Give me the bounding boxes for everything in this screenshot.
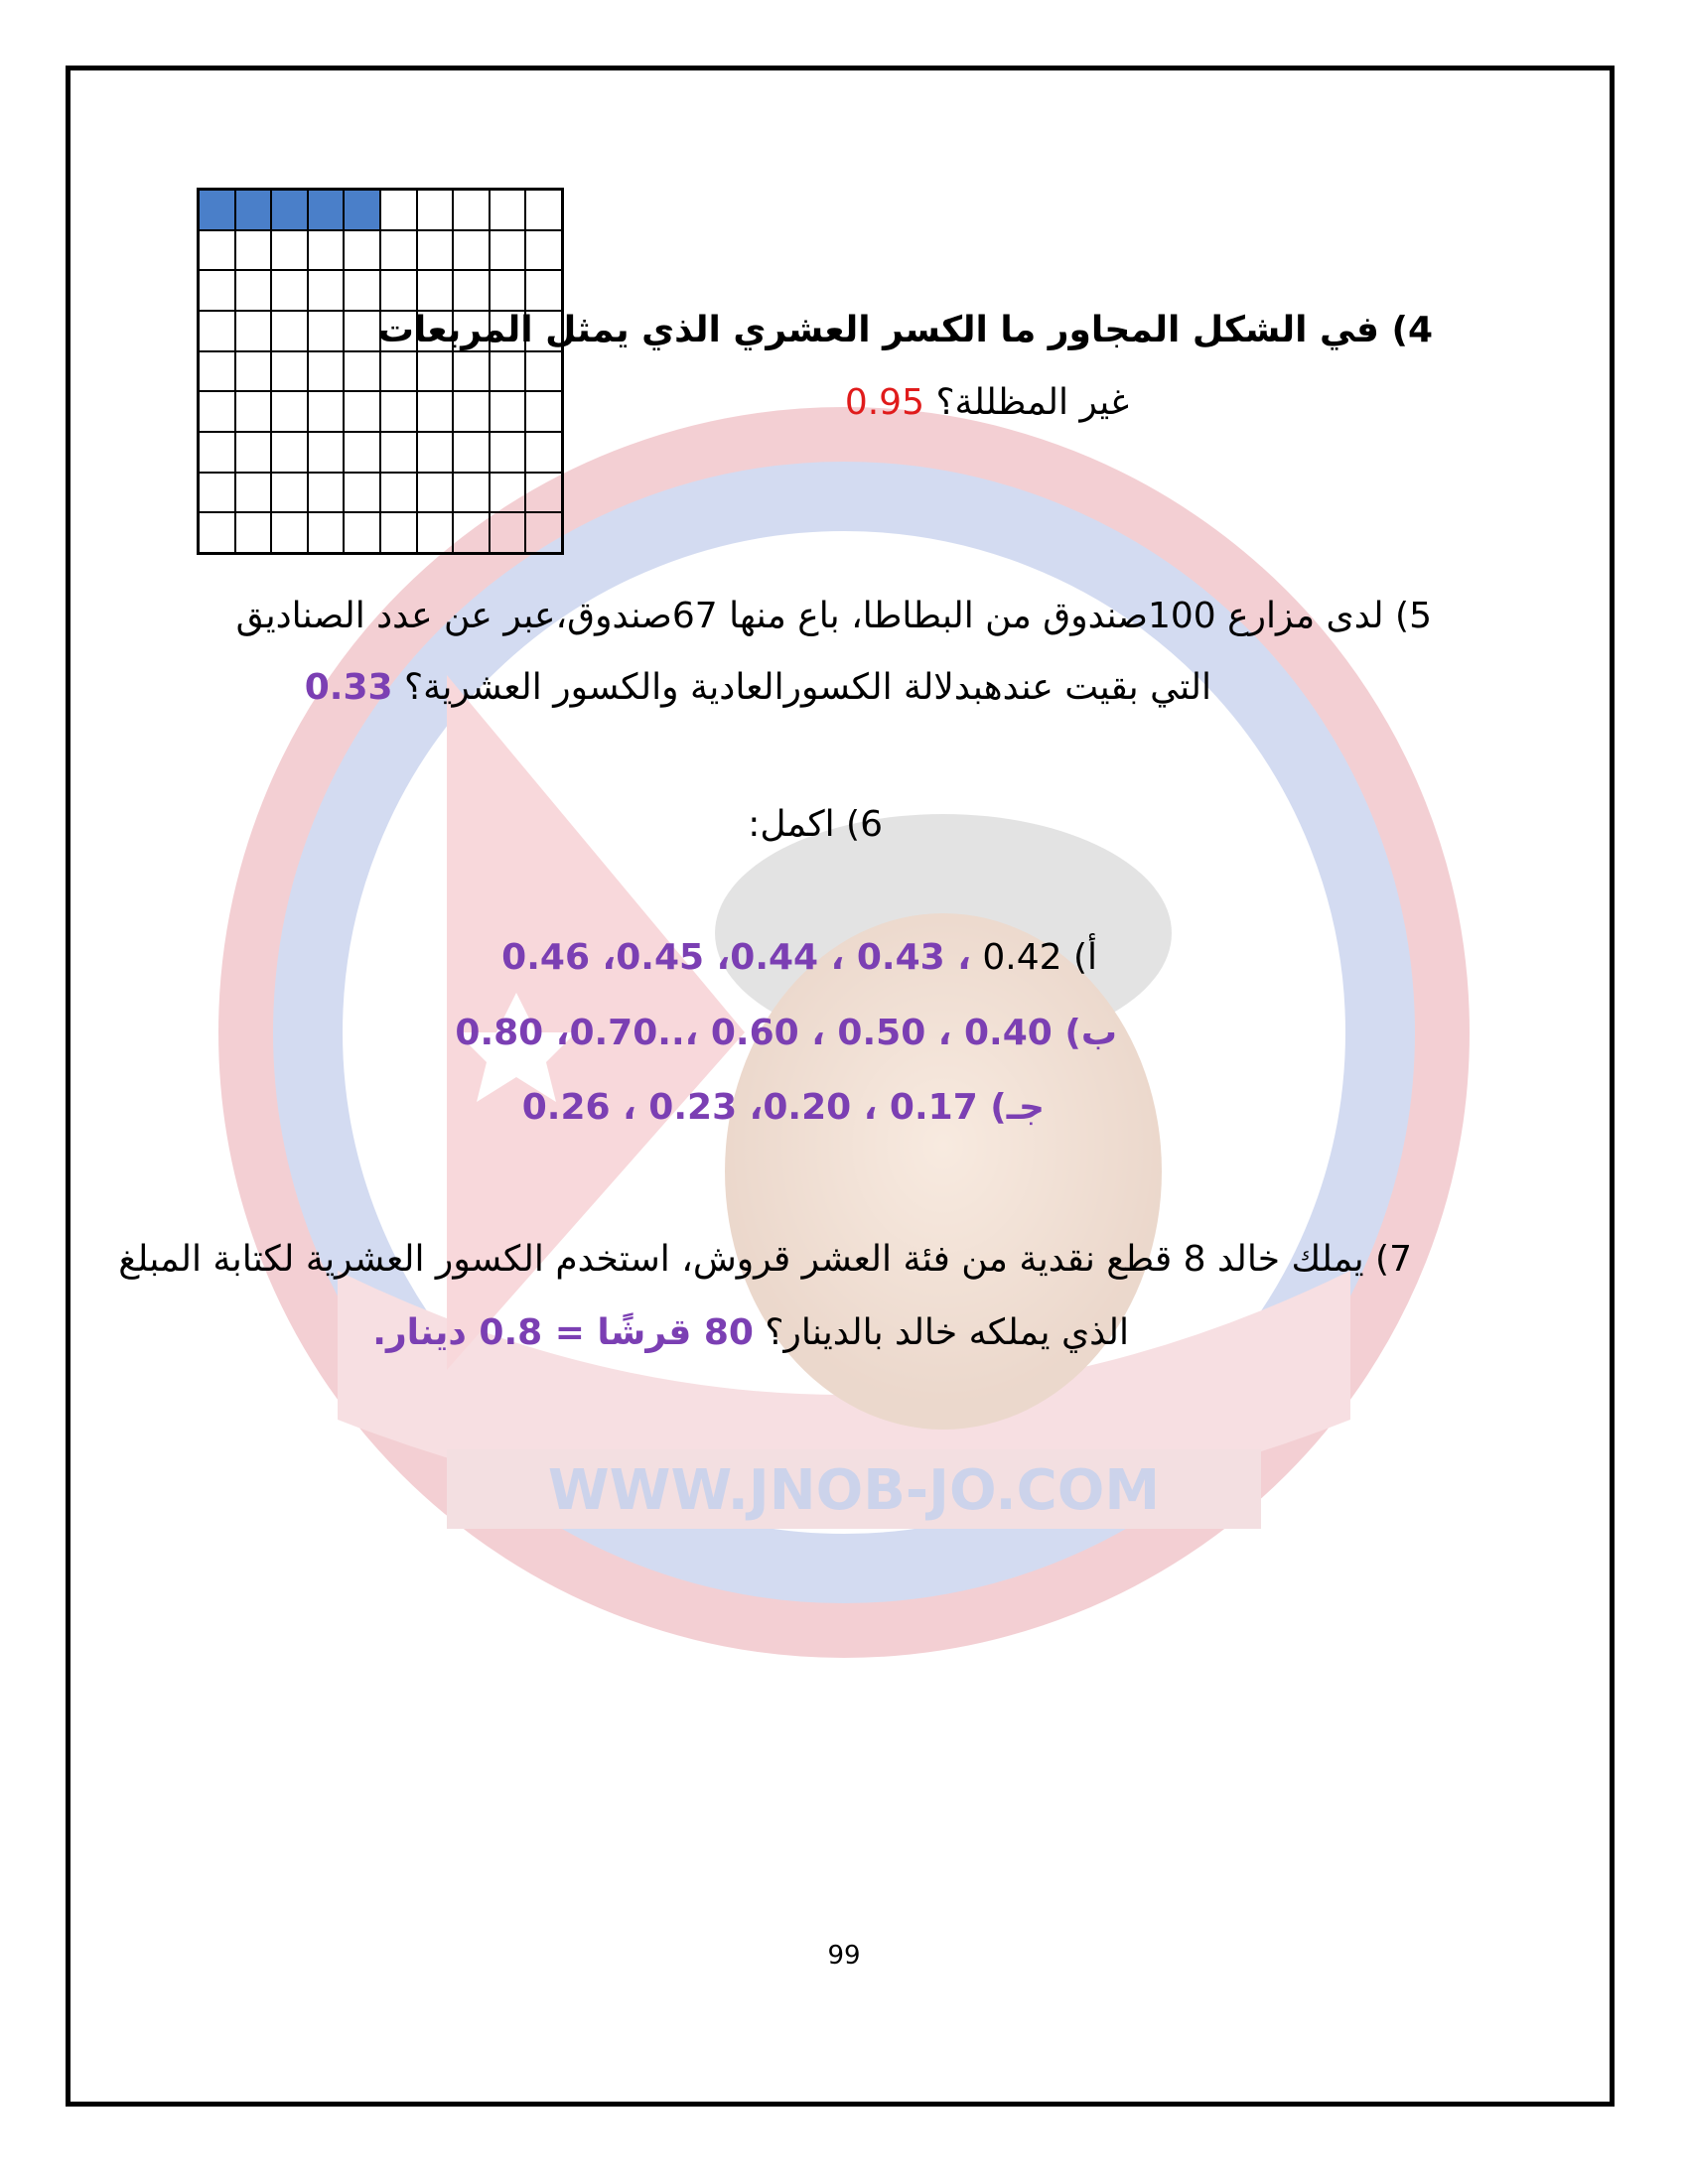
grid-cell <box>271 230 308 271</box>
grid-cell <box>490 270 526 311</box>
grid-cell <box>417 351 454 392</box>
grid-cell <box>271 432 308 473</box>
grid-cell <box>308 473 345 513</box>
grid-cell <box>453 473 490 513</box>
grid-cell <box>490 230 526 271</box>
grid-cell <box>271 473 308 513</box>
q6-a-answers: ، 0.43 ، 0.44، 0.45، 0.46 <box>501 937 971 978</box>
grid-cell <box>490 473 526 513</box>
grid-cell <box>271 311 308 351</box>
grid-cell <box>525 230 562 271</box>
q6-a-label: أ) <box>1072 937 1097 978</box>
grid-cell <box>308 270 345 311</box>
shaded-cell <box>308 190 345 230</box>
grid-cell <box>308 391 345 432</box>
grid-cell <box>199 230 235 271</box>
grid-cell <box>235 230 272 271</box>
grid-cell <box>525 512 562 553</box>
grid-cell <box>453 391 490 432</box>
shaded-cell <box>235 190 272 230</box>
grid-cell <box>235 391 272 432</box>
grid-cell <box>490 190 526 230</box>
q4-line2 <box>845 382 1129 423</box>
grid-cell <box>199 473 235 513</box>
grid-cell <box>271 391 308 432</box>
grid-cell <box>380 270 417 311</box>
grid-cell <box>417 190 454 230</box>
grid-cell <box>235 311 272 351</box>
grid-cell <box>490 432 526 473</box>
q5-answer: 0.33 <box>304 667 393 708</box>
grid-cell <box>525 351 562 392</box>
grid-cell <box>199 311 235 351</box>
q5-line1: 5) لدى مزارع 100صندوق من البطاطا، باع منها 67صندوق،عبر عن عدد الصناديق <box>235 596 1432 636</box>
grid-cell <box>199 270 235 311</box>
grid-cell <box>525 473 562 513</box>
grid-cell <box>199 391 235 432</box>
grid-cell <box>490 512 526 553</box>
q4-line1: 4) في الشكل المجاور ما الكسر العشري الذي يمثل المربعات <box>377 310 1433 350</box>
q7-line2-text: الذي يملكه خالد بالدينار؟ <box>765 1312 1129 1353</box>
q5-line2-text: التي بقيت عندهبدلالة الكسورالعادية والكسور العشرية؟ <box>404 667 1211 708</box>
q7-answer: 80 قرشًا = 0.8 دينار. <box>372 1312 754 1353</box>
grid-cell <box>235 432 272 473</box>
grid-cell <box>235 512 272 553</box>
grid-cell <box>271 270 308 311</box>
grid-cell <box>525 190 562 230</box>
q4-answer: 0.95 <box>844 382 924 423</box>
grid-cell <box>453 351 490 392</box>
grid-cell <box>344 351 380 392</box>
grid-cell <box>344 512 380 553</box>
grid-cell <box>344 432 380 473</box>
grid-cell <box>453 512 490 553</box>
grid-cell <box>417 391 454 432</box>
grid-cell <box>344 230 380 271</box>
q7-line2 <box>372 1312 1129 1353</box>
grid-cell <box>417 270 454 311</box>
q7-line1: 7) يملك خالد 8 قطع نقدية من فئة العشر قروش، استخدم الكسور العشرية لكتابة المبلغ <box>118 1239 1412 1280</box>
watermark-url: WWW.JNOB-JO.COM <box>547 1458 1161 1523</box>
grid-cell <box>199 512 235 553</box>
grid-cell <box>308 432 345 473</box>
grid-cell <box>380 351 417 392</box>
grid-cell <box>235 270 272 311</box>
grid-cell <box>199 351 235 392</box>
q6-title: 6) اكمل: <box>748 804 883 845</box>
grid-cell <box>453 432 490 473</box>
grid-cell <box>380 230 417 271</box>
q6-c-line: جـ) 0.17 ، 0.20، 0.23 ، 0.26 <box>521 1087 1045 1128</box>
grid-cell <box>525 391 562 432</box>
grid-cell <box>490 391 526 432</box>
q6-a-line <box>501 937 1097 978</box>
grid-cell <box>380 432 417 473</box>
grid-cell <box>271 512 308 553</box>
grid-cell <box>308 351 345 392</box>
grid-cell <box>308 230 345 271</box>
grid-cell <box>453 230 490 271</box>
q6-b-line: ب) 0.40 ، 0.50 ، 0.60 ،..0.70، 0.80 <box>455 1013 1117 1053</box>
grid-cell <box>308 512 345 553</box>
grid-cell <box>380 512 417 553</box>
q4-line2-text: غير المظللة؟ <box>935 382 1129 423</box>
grid-cell <box>417 432 454 473</box>
grid-cell <box>199 432 235 473</box>
grid-cell <box>417 473 454 513</box>
grid-cell <box>344 391 380 432</box>
grid-cell <box>453 190 490 230</box>
grid-cell <box>380 190 417 230</box>
grid-cell <box>235 473 272 513</box>
shaded-cell <box>199 190 235 230</box>
grid-cell <box>417 230 454 271</box>
grid-cell <box>344 270 380 311</box>
hundredths-grid <box>197 188 564 555</box>
grid-cell <box>525 270 562 311</box>
grid-cell <box>271 351 308 392</box>
grid-cell <box>344 473 380 513</box>
grid-cell <box>453 270 490 311</box>
grid-cell <box>417 512 454 553</box>
grid-cell <box>308 311 345 351</box>
q5-line2 <box>305 667 1211 708</box>
grid-cell <box>490 351 526 392</box>
grid-cell <box>344 311 380 351</box>
shaded-cell <box>271 190 308 230</box>
grid-cell <box>380 473 417 513</box>
grid-cell <box>235 351 272 392</box>
shaded-cell <box>344 190 380 230</box>
q6-a-given: 0.42 <box>982 937 1062 978</box>
page-number: 99 <box>827 1941 861 1971</box>
grid-cell <box>525 432 562 473</box>
grid-cell <box>380 391 417 432</box>
